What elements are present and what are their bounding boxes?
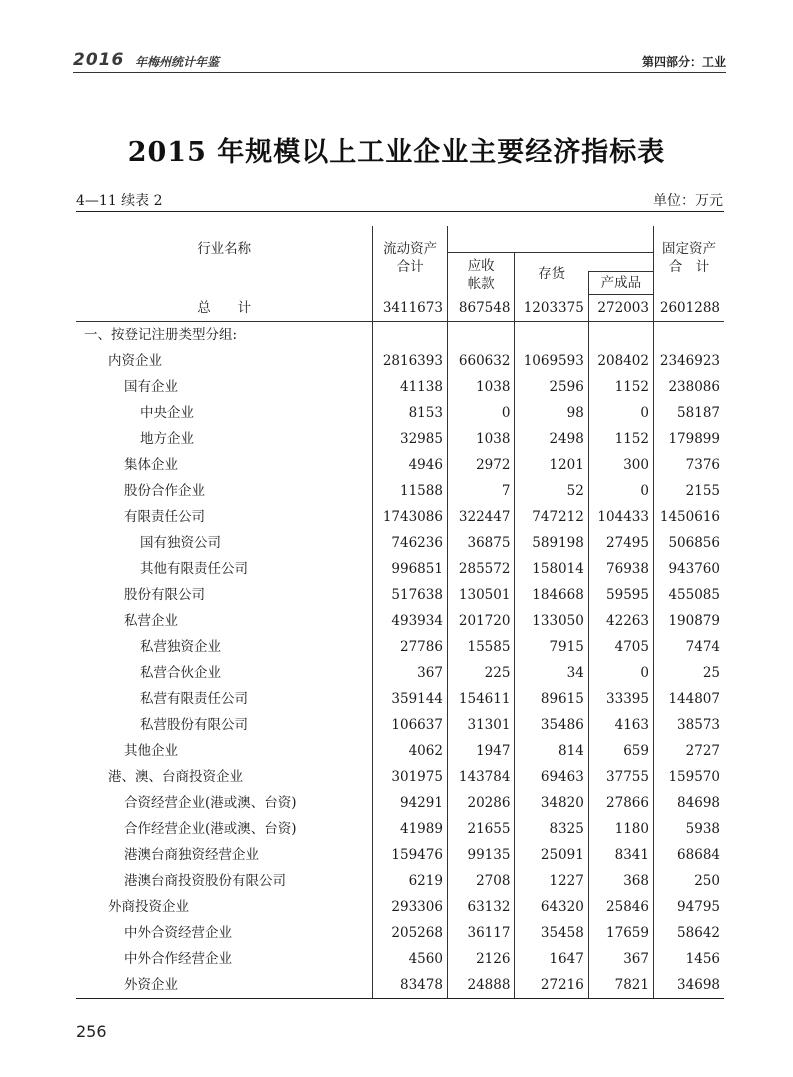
table-row xyxy=(76,374,724,400)
cell-value: 0 xyxy=(447,400,515,426)
cell-value: 455085 xyxy=(653,582,724,608)
cell-value: 41989 xyxy=(373,816,448,842)
cell-value: 208402 xyxy=(588,348,653,374)
cell-value: 747212 xyxy=(515,504,588,530)
cell-value: 0 xyxy=(588,478,653,504)
row-label: 总 计 xyxy=(76,295,373,322)
row-label: 外商投资企业 xyxy=(108,899,189,915)
table-row xyxy=(76,295,724,322)
cell-value: 17659 xyxy=(588,920,653,946)
cell-value: 58187 xyxy=(653,400,724,426)
col-header-inventory-text: 存货 xyxy=(538,265,566,282)
cell-value: 8341 xyxy=(588,842,653,868)
cell-value: 2972 xyxy=(447,452,515,478)
cell-value: 190879 xyxy=(653,608,724,634)
table-row xyxy=(76,946,724,972)
indicator-table xyxy=(76,226,724,999)
cell-value: 143784 xyxy=(447,764,515,790)
table-row xyxy=(76,712,724,738)
cell-value: 1203375 xyxy=(515,295,588,322)
cell-value: 94795 xyxy=(653,894,724,920)
cell-value: 0 xyxy=(588,660,653,686)
cell-value: 746236 xyxy=(373,530,448,556)
cell-value: 84698 xyxy=(653,790,724,816)
table-row xyxy=(76,764,724,790)
cell-value: 1450616 xyxy=(653,504,724,530)
row-label: 其他企业 xyxy=(124,743,178,759)
cell-value: 76938 xyxy=(588,556,653,582)
cell-value: 59595 xyxy=(588,582,653,608)
row-label: 合作经营企业(港或澳、台资) xyxy=(124,821,297,837)
cell-value: 238086 xyxy=(653,374,724,400)
yearbook-title: 年梅州统计年鉴 xyxy=(135,55,220,69)
cell-value: 104433 xyxy=(588,504,653,530)
cell-value: 659 xyxy=(588,738,653,764)
cell-value: 184668 xyxy=(515,582,588,608)
cell-value: 589198 xyxy=(515,530,588,556)
table-row xyxy=(76,868,724,894)
cell-value: 7376 xyxy=(653,452,724,478)
table-row xyxy=(76,738,724,764)
cell-value: 493934 xyxy=(373,608,448,634)
cell-value: 359144 xyxy=(373,686,448,712)
cell-value: 37755 xyxy=(588,764,653,790)
cell-value: 1152 xyxy=(588,426,653,452)
table-row xyxy=(76,790,724,816)
cell-value: 15585 xyxy=(447,634,515,660)
cell-value: 225 xyxy=(447,660,515,686)
cell-value: 42263 xyxy=(588,608,653,634)
cell-value: 106637 xyxy=(373,712,448,738)
row-label: 地方企业 xyxy=(140,431,194,447)
cell-value: 20286 xyxy=(447,790,515,816)
cell-value: 2816393 xyxy=(373,348,448,374)
cell-value: 6219 xyxy=(373,868,448,894)
cell-value: 21655 xyxy=(447,816,515,842)
cell-value: 25 xyxy=(653,660,724,686)
cell-value: 5938 xyxy=(653,816,724,842)
cell-value: 4560 xyxy=(373,946,448,972)
row-label: 中央企业 xyxy=(140,405,194,421)
table-id: 4—11 续表 2 xyxy=(76,193,163,209)
cell-value: 34820 xyxy=(515,790,588,816)
cell-value: 94291 xyxy=(373,790,448,816)
cell-value: 33395 xyxy=(588,686,653,712)
cell-value: 36117 xyxy=(447,920,515,946)
page-number: 256 xyxy=(76,1022,107,1041)
cell-value: 68684 xyxy=(653,842,724,868)
row-label: 国有独资公司 xyxy=(140,535,221,551)
table-row xyxy=(76,556,724,582)
cell-value: 2126 xyxy=(447,946,515,972)
running-header xyxy=(73,50,726,70)
row-label: 港澳台商投资股份有限公司 xyxy=(124,873,286,889)
cell-value: 99135 xyxy=(447,842,515,868)
table-row xyxy=(76,478,724,504)
row-label: 中外合作经营企业 xyxy=(124,951,232,967)
cell-value xyxy=(653,322,724,349)
cell-value: 322447 xyxy=(447,504,515,530)
cell-value: 301975 xyxy=(373,764,448,790)
row-label: 私营合伙企业 xyxy=(140,665,221,681)
cell-value: 660632 xyxy=(447,348,515,374)
cell-value: 27495 xyxy=(588,530,653,556)
table-row xyxy=(76,816,724,842)
col-header-finished-goods-text: 产成品 xyxy=(600,275,642,291)
cell-value: 52 xyxy=(515,478,588,504)
col-header-current-assets-text: 流动资产合计 xyxy=(383,241,438,275)
col-header-group-spacer xyxy=(447,226,653,253)
cell-value: 1152 xyxy=(588,374,653,400)
section-label: 第四部分：工业 xyxy=(641,55,726,69)
cell-value: 38573 xyxy=(653,712,724,738)
cell-value: 27866 xyxy=(588,790,653,816)
cell-value: 69463 xyxy=(515,764,588,790)
cell-value: 36875 xyxy=(447,530,515,556)
cell-value: 32985 xyxy=(373,426,448,452)
table-row xyxy=(76,530,724,556)
cell-value: 1180 xyxy=(588,816,653,842)
row-label: 股份合作企业 xyxy=(124,483,205,499)
cell-value xyxy=(373,322,448,349)
col-header-finished-goods xyxy=(588,272,653,295)
cell-value: 367 xyxy=(588,946,653,972)
table-row xyxy=(76,972,724,999)
cell-value: 1069593 xyxy=(515,348,588,374)
cell-value: 25091 xyxy=(515,842,588,868)
table-row xyxy=(76,894,724,920)
cell-value: 35486 xyxy=(515,712,588,738)
row-label: 外资企业 xyxy=(76,972,373,999)
cell-value: 144807 xyxy=(653,686,724,712)
row-label: 集体企业 xyxy=(124,457,178,473)
row-label: 私营独资企业 xyxy=(140,639,221,655)
cell-value: 64320 xyxy=(515,894,588,920)
col-header-fixed-assets-text: 固定资产合 计 xyxy=(661,241,716,275)
cell-value: 1201 xyxy=(515,452,588,478)
cell-value: 293306 xyxy=(373,894,448,920)
table-row xyxy=(76,686,724,712)
cell-value: 367 xyxy=(373,660,448,686)
cell-value: 814 xyxy=(515,738,588,764)
cell-value: 34698 xyxy=(653,972,724,999)
col-header-receivables xyxy=(447,253,515,295)
cell-value: 27216 xyxy=(515,972,588,999)
col-header-name-text: 行业名称 xyxy=(197,241,252,257)
row-label: 内资企业 xyxy=(108,353,162,369)
table-row xyxy=(76,634,724,660)
cell-value: 27786 xyxy=(373,634,448,660)
cell-value: 4163 xyxy=(588,712,653,738)
cell-value: 7 xyxy=(447,478,515,504)
col-header-name xyxy=(76,226,373,295)
cell-value: 205268 xyxy=(373,920,448,946)
row-label: 私营有限责任公司 xyxy=(140,691,248,707)
row-label: 股份有限公司 xyxy=(124,587,205,603)
cell-value xyxy=(447,322,515,349)
table-row xyxy=(76,504,724,530)
col-header-fixed-assets xyxy=(653,226,724,295)
table-row xyxy=(76,426,724,452)
row-label: 私营企业 xyxy=(124,613,178,629)
cell-value: 3411673 xyxy=(373,295,448,322)
cell-value: 2708 xyxy=(447,868,515,894)
cell-value: 996851 xyxy=(373,556,448,582)
cell-value: 943760 xyxy=(653,556,724,582)
cell-value: 2601288 xyxy=(653,295,724,322)
cell-value: 179899 xyxy=(653,426,724,452)
cell-value: 1456 xyxy=(653,946,724,972)
cell-value: 2155 xyxy=(653,478,724,504)
cell-value: 58642 xyxy=(653,920,724,946)
cell-value: 154611 xyxy=(447,686,515,712)
cell-value: 133050 xyxy=(515,608,588,634)
table-row xyxy=(76,660,724,686)
cell-value: 34 xyxy=(515,660,588,686)
cell-value xyxy=(588,322,653,349)
cell-value: 130501 xyxy=(447,582,515,608)
table-row xyxy=(76,608,724,634)
cell-value: 2727 xyxy=(653,738,724,764)
cell-value: 368 xyxy=(588,868,653,894)
cell-value: 1038 xyxy=(447,426,515,452)
cell-value: 272003 xyxy=(588,295,653,322)
cell-value: 25846 xyxy=(588,894,653,920)
cell-value: 4946 xyxy=(373,452,448,478)
table-row xyxy=(76,322,724,349)
header-divider xyxy=(73,72,726,73)
cell-value: 31301 xyxy=(447,712,515,738)
yearbook-year-logo: 2016 xyxy=(73,50,125,70)
cell-value: 7915 xyxy=(515,634,588,660)
cell-value: 7821 xyxy=(588,972,653,999)
cell-value: 89615 xyxy=(515,686,588,712)
row-label: 中外合资经营企业 xyxy=(124,925,232,941)
cell-value: 8153 xyxy=(373,400,448,426)
cell-value: 2596 xyxy=(515,374,588,400)
cell-value: 2346923 xyxy=(653,348,724,374)
unit-label: 单位：万元 xyxy=(653,193,723,209)
col-header-finished-spacer xyxy=(588,253,653,272)
table-row xyxy=(76,920,724,946)
cell-value: 506856 xyxy=(653,530,724,556)
cell-value: 517638 xyxy=(373,582,448,608)
table-row xyxy=(76,400,724,426)
table-row xyxy=(76,452,724,478)
row-label: 有限责任公司 xyxy=(124,509,205,525)
cell-value: 11588 xyxy=(373,478,448,504)
cell-value xyxy=(515,322,588,349)
table-top-rule xyxy=(76,211,724,212)
cell-value: 300 xyxy=(588,452,653,478)
table-row xyxy=(76,348,724,374)
table-row xyxy=(76,842,724,868)
col-header-inventory xyxy=(515,253,588,295)
cell-value: 250 xyxy=(653,868,724,894)
cell-value: 98 xyxy=(515,400,588,426)
cell-value: 4705 xyxy=(588,634,653,660)
cell-value: 24888 xyxy=(447,972,515,999)
row-label: 港、澳、台商投资企业 xyxy=(108,769,243,785)
cell-value: 1647 xyxy=(515,946,588,972)
cell-value: 83478 xyxy=(373,972,448,999)
cell-value: 35458 xyxy=(515,920,588,946)
cell-value: 159476 xyxy=(373,842,448,868)
col-header-current-assets xyxy=(373,226,448,295)
cell-value: 158014 xyxy=(515,556,588,582)
cell-value: 7474 xyxy=(653,634,724,660)
cell-value: 1947 xyxy=(447,738,515,764)
cell-value: 0 xyxy=(588,400,653,426)
cell-value: 63132 xyxy=(447,894,515,920)
cell-value: 41138 xyxy=(373,374,448,400)
cell-value: 1743086 xyxy=(373,504,448,530)
page-title: 2015 年规模以上工业企业主要经济指标表 xyxy=(127,137,666,168)
row-label: 私营股份有限公司 xyxy=(140,717,248,733)
row-label: 其他有限责任公司 xyxy=(140,561,248,577)
row-label: 港澳台商独资经营企业 xyxy=(124,847,259,863)
cell-value: 285572 xyxy=(447,556,515,582)
row-label: 合资经营企业(港或澳、台资) xyxy=(124,795,297,811)
table-row xyxy=(76,582,724,608)
cell-value: 159570 xyxy=(653,764,724,790)
cell-value: 8325 xyxy=(515,816,588,842)
cell-value: 867548 xyxy=(447,295,515,322)
cell-value: 4062 xyxy=(373,738,448,764)
cell-value: 1038 xyxy=(447,374,515,400)
cell-value: 201720 xyxy=(447,608,515,634)
table-body xyxy=(76,295,724,999)
cell-value: 2498 xyxy=(515,426,588,452)
row-label: 一、按登记注册类型分组: xyxy=(84,327,238,343)
col-header-receivables-text: 应收帐款 xyxy=(467,258,495,292)
row-label: 国有企业 xyxy=(124,379,178,395)
cell-value: 1227 xyxy=(515,868,588,894)
